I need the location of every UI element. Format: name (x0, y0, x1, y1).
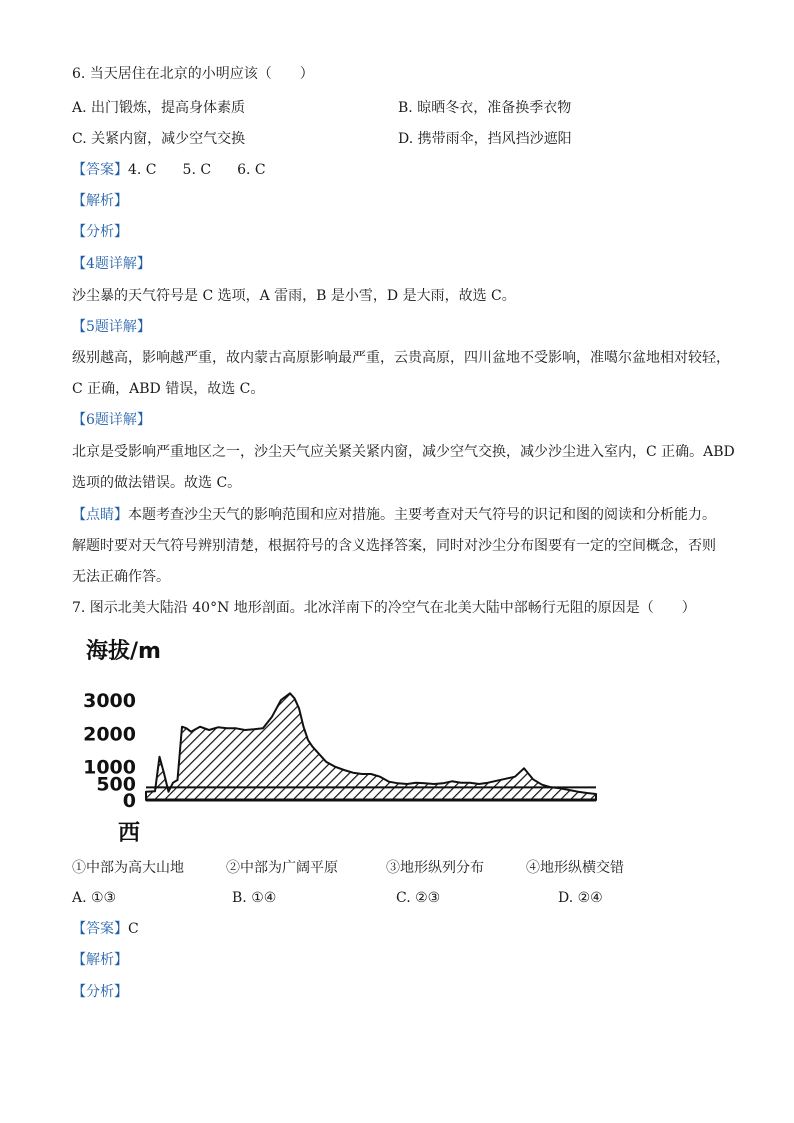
q6-option-b: B. 晾晒冬衣，准备换季衣物 (398, 100, 572, 116)
y-tick-label: 1000 (83, 756, 136, 779)
fenxi-tag-7: 【分析】 (72, 984, 128, 1000)
analysis-tag: 【解析】 (72, 193, 128, 209)
x-axis-label: 西 (118, 820, 141, 846)
q7-statement-2: ②中部为广阔平原 (226, 860, 338, 876)
q6-option-d: D. 携带雨伞，挡风挡沙遮阳 (398, 131, 572, 147)
dianjing-text-1: 本题考查沙尘天气的影响范围和应对措施。主要考查对天气符号的识记和图的阅读和分析能力。 (128, 507, 716, 523)
dianjing-line1 (72, 505, 716, 525)
answer-7: C (128, 921, 139, 937)
detail-6-line1: 北京是受影响严重地区之一，沙尘天气应关紧关紧内窗，减少空气交换，减少沙尘进入室内，C 正确。ABD (72, 444, 735, 460)
detail-6-title: 【6题详解】 (72, 412, 151, 428)
y-tick-label: 2000 (83, 723, 136, 746)
detail-6-line2: 选项的做法错误。故选 C。 (72, 475, 242, 491)
q7-option-d: D. ②④ (558, 890, 603, 906)
answer-5: 5. C (182, 162, 212, 178)
answer-tag: 【答案】 (72, 162, 128, 178)
dianjing-tag: 【点睛】 (72, 507, 128, 523)
y-axis-label: 海拔/m (86, 639, 161, 664)
y-tick-label: 500 (96, 773, 136, 796)
terrain-area (146, 693, 596, 800)
detail-4-title: 【4题详解】 (72, 256, 151, 272)
detail-5-line1: 级别越高，影响越严重，故内蒙古高原影响最严重，云贵高原，四川盆地不受影响，准噶尔盆地相对较轻， (72, 350, 730, 366)
terrain-profile-figure (78, 628, 608, 850)
q7-option-a: A. ①③ (72, 890, 117, 906)
answer-line-4-6 (72, 160, 266, 180)
q7-stem: 7. 图示北美大陆沿 40°N 地形剖面。北冰洋南下的冷空气在北美大陆中部畅行无阻的原因是（ ） (72, 600, 696, 616)
y-tick-label: 3000 (83, 690, 136, 712)
fenxi-tag: 【分析】 (72, 224, 128, 240)
dianjing-line3: 无法正确作答。 (72, 569, 170, 585)
answer-6: 6. C (237, 162, 266, 178)
q6-option-c: C. 关紧内窗，减少空气交换 (72, 131, 246, 147)
terrain-profile-chart (78, 628, 608, 850)
answer-4: 4. C (128, 162, 157, 178)
q7-statement-3: ③地形纵列分布 (386, 860, 484, 876)
answer-tag-7: 【答案】 (72, 921, 128, 937)
q6-option-a: A. 出门锻炼，提高身体素质 (72, 100, 246, 116)
detail-5-title: 【5题详解】 (72, 319, 151, 335)
dianjing-line2: 解题时要对天气符号辨别清楚，根据符号的含义选择答案，同时对沙尘分布图要有一定的空间概念，否则 (72, 538, 716, 554)
detail-4-text: 沙尘暴的天气符号是 C 选项，A 雷雨，B 是小雪，D 是大雨，故选 C。 (72, 288, 516, 304)
answer-line-7 (72, 919, 139, 939)
y-tick-label: 0 (122, 790, 136, 812)
q7-statement-4: ④地形纵横交错 (526, 860, 624, 876)
detail-5-line2: C 正确，ABD 错误，故选 C。 (72, 381, 265, 397)
analysis-tag-7: 【解析】 (72, 952, 128, 968)
q6-stem: 6. 当天居住在北京的小明应该（ ） (72, 66, 314, 82)
q7-option-b: B. ①④ (232, 890, 277, 906)
q7-statement-1: ①中部为高大山地 (72, 860, 184, 876)
q7-option-c: C. ②③ (396, 890, 441, 906)
